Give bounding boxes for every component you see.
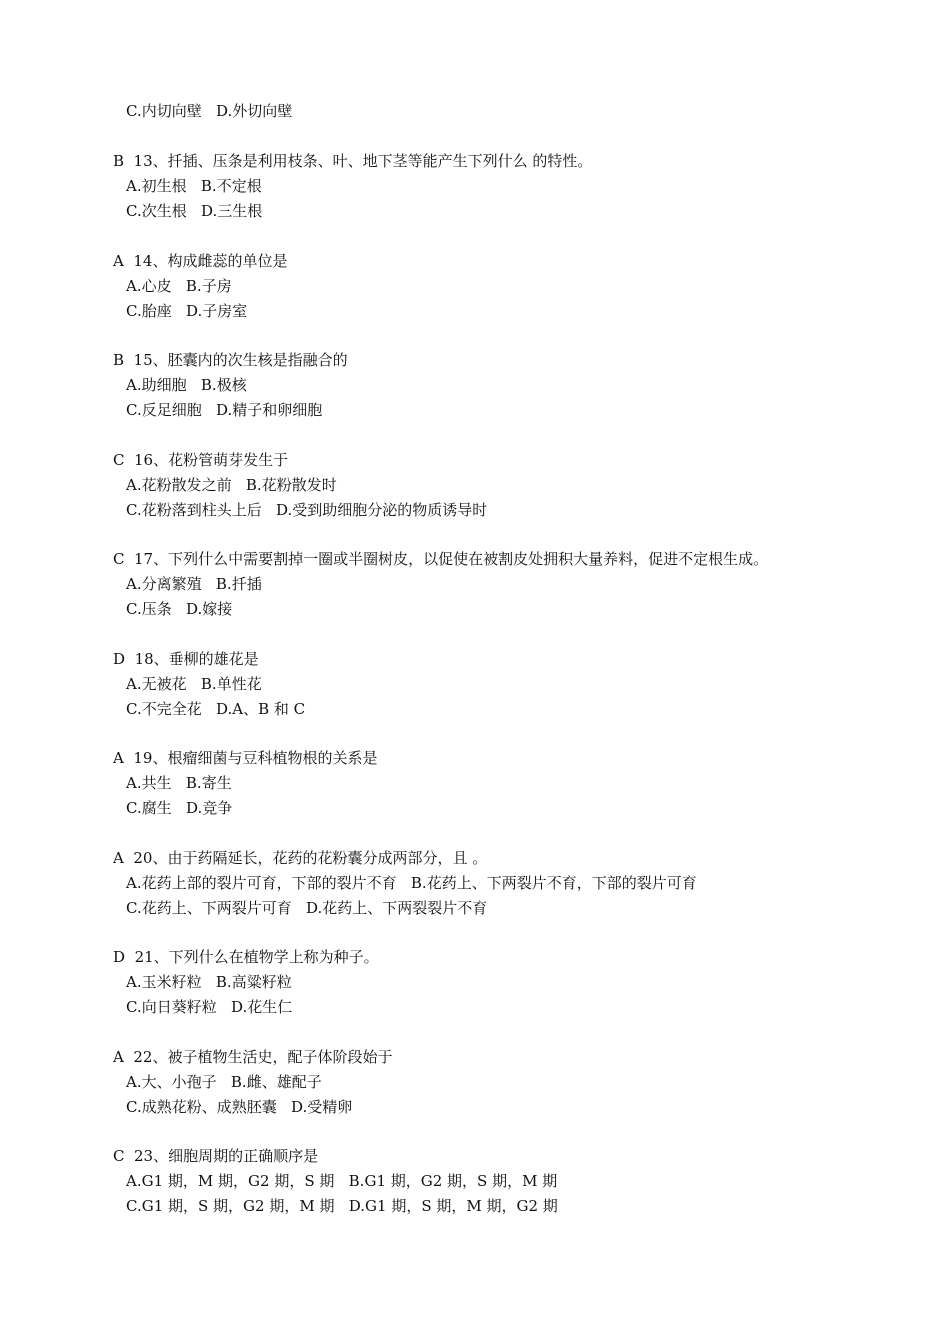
option-line: C.胎座 D.子房室 xyxy=(126,302,248,320)
question-line: C 23、细胞周期的正确顺序是 xyxy=(113,1147,319,1165)
option-line: C.次生根 D.三生根 xyxy=(126,202,263,220)
option-line: A.花药上部的裂片可育，下部的裂片不育 B.花药上、下两裂片不育，下部的裂片可育 xyxy=(126,874,697,892)
option-line: A.G1 期，M 期，G2 期，S 期 B.G1 期，G2 期，S 期，M 期 xyxy=(126,1172,558,1190)
option-line: A.心皮 B.子房 xyxy=(126,277,232,295)
question-line: D 18、垂柳的雄花是 xyxy=(113,650,259,668)
question-line: C 17、下列什么中需要割掉一圈或半圈树皮，以促使在被割皮处拥积大量养料，促进不定根生成。 xyxy=(113,550,769,568)
option-line: A.大、小孢子 B.雌、雄配子 xyxy=(126,1073,322,1091)
option-line: C.花药上、下两裂片可育 D.花药上、下两裂裂片不育 xyxy=(126,899,488,917)
question-line: C 16、花粉管萌芽发生于 xyxy=(113,451,289,469)
option-line: A.助细胞 B.极核 xyxy=(126,376,247,394)
option-line: A.初生根 B.不定根 xyxy=(126,177,262,195)
option-line: C.内切向壁 D.外切向壁 xyxy=(126,102,293,120)
question-line: A 14、构成雌蕊的单位是 xyxy=(113,252,288,270)
question-line: A 22、被子植物生活史，配子体阶段始于 xyxy=(113,1048,393,1066)
question-line: B 13、扦插、压条是利用枝条、叶、地下茎等能产生下列什么 的特性。 xyxy=(113,152,593,170)
option-line: A.无被花 B.单性花 xyxy=(126,675,262,693)
option-line: A.分离繁殖 B.扦插 xyxy=(126,575,262,593)
question-line: A 20、由于药隔延长，花药的花粉囊分成两部分，且 。 xyxy=(113,849,488,867)
option-line: C.成熟花粉、成熟胚囊 D.受精卵 xyxy=(126,1098,353,1116)
option-line: C.腐生 D.竞争 xyxy=(126,799,233,817)
option-line: C.向日葵籽粒 D.花生仁 xyxy=(126,998,293,1016)
option-line: C.不完全花 D.A、B 和 C xyxy=(126,700,306,718)
option-line: A.共生 B.寄生 xyxy=(126,774,232,792)
option-line: C.G1 期，S 期，G2 期，M 期 D.G1 期，S 期，M 期，G2 期 xyxy=(126,1197,558,1215)
question-line: A 19、根瘤细菌与豆科植物根的关系是 xyxy=(113,749,378,767)
question-line: B 15、胚囊内的次生核是指融合的 xyxy=(113,351,348,369)
option-line: A.玉米籽粒 B.高粱籽粒 xyxy=(126,973,292,991)
option-line: C.反足细胞 D.精子和卵细胞 xyxy=(126,401,323,419)
option-line: C.压条 D.嫁接 xyxy=(126,600,233,618)
question-line: D 21、下列什么在植物学上称为种子。 xyxy=(113,948,379,966)
option-line: A.花粉散发之前 B.花粉散发时 xyxy=(126,476,337,494)
option-line: C.花粉落到柱头上后 D.受到助细胞分泌的物质诱导时 xyxy=(126,501,488,519)
